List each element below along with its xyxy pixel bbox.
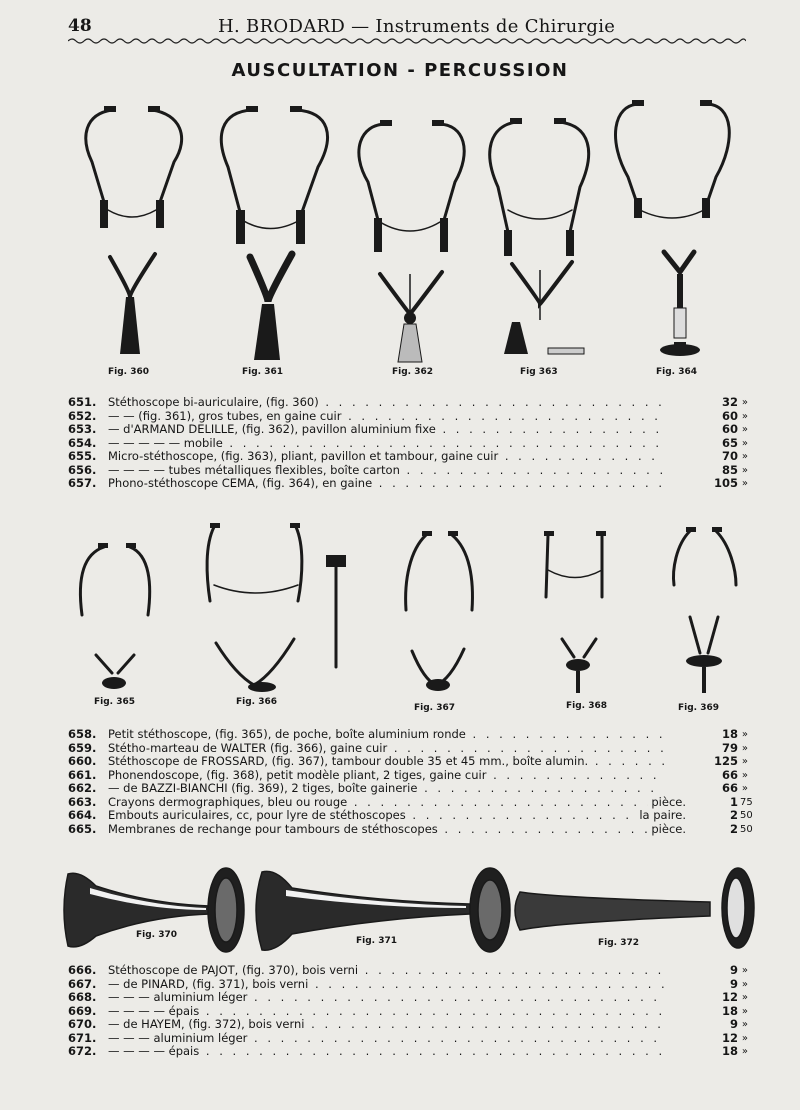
section-title: AUSCULTATION - PERCUSSION [231,60,569,81]
price-list-658-665 [68,727,753,836]
list-item: 664. Embouts auriculaires, cc, pour lyre de stéthoscopes . . . la paire. 2 50 [68,809,748,823]
price-list-666-672 [68,964,748,1059]
list-item: 663. Crayons dermographiques, bleu ou rouge . . . pièce. 1 75 [68,796,748,810]
figure-label-363: Fig 363 [520,367,558,377]
figure-label-372: Fig. 372 [598,938,640,948]
figure-group-365-369 [0,515,800,715]
list-item: 656. — — — — tubes métalliques flexibles, boîte carton . . . 85 » [68,464,748,478]
list-item: 654. — — — — — mobile . . . 65 » [68,437,748,451]
figure-group-360-364 [0,92,800,382]
list-item: 652. — — (fig. 361), gros tubes, en gaine cuir . . . 60 » [68,410,748,424]
figure-label-371: Fig. 371 [356,936,398,946]
pinard-horn-illustrations [0,858,800,958]
list-item: 661. Phonendoscope, (fig. 368), petit modèle pliant, 2 tiges, gaine cuir . . . 66 » [68,769,748,783]
figure-label-368: Fig. 368 [566,701,608,711]
list-item: 660. Stéthoscope de FROSSARD, (fig. 367), tambour double 35 et 45 mm., boîte alumin. . . . 125 » [68,755,748,769]
figure-label-365: Fig. 365 [94,697,136,707]
list-item: 653. — d'ARMAND DELILLE, (fig. 362), pavillon aluminium fixe . . . 60 » [68,423,748,437]
figure-label-364: Fig. 364 [656,367,698,377]
figure-label-366: Fig. 366 [236,697,278,707]
list-item: 665. Membranes de rechange pour tambours de stéthoscopes . . . pièce. 2 50 [68,823,748,837]
stethoscope-illustrations-1 [0,92,800,382]
list-item: 667. — de PINARD, (fig. 371), bois verni . . . 9 » [68,978,748,992]
stethoscope-illustrations-2 [0,515,800,715]
page-number: 48 [68,16,92,36]
list-item: 651. Stéthoscope bi-auriculaire, (fig. 360) . . . 32 » [68,396,748,410]
figure-label-367: Fig. 367 [414,703,456,713]
list-item: 659. Stétho-marteau de WALTER (fig. 366), gaine cuir . . . 79 » [68,742,748,756]
header-wavy-rule [68,36,746,46]
figure-label-361: Fig. 361 [242,367,284,377]
figure-label-360: Fig. 360 [108,367,150,377]
list-item: 668. — — — aluminium léger . . . 12 » [68,991,748,1005]
list-item: 657. Phono-stéthoscope CEMA, (fig. 364), en gaine . . . 105 » [68,477,748,491]
price-list-651-657 [68,396,748,491]
list-item: 670. — de HAYEM, (fig. 372), bois verni . . . 9 » [68,1018,748,1032]
list-item: 669. — — — — épais . . . 18 » [68,1005,748,1019]
list-item: 655. Micro-stéthoscope, (fig. 363), pliant, pavillon et tambour, gaine cuir . . . 70 » [68,450,748,464]
figure-group-370-372 [0,858,800,958]
running-title: H. BRODARD — Instruments de Chirurgie [218,16,616,37]
list-item: 672. — — — — épais . . . 18 » [68,1045,748,1059]
figure-label-362: Fig. 362 [392,367,434,377]
list-item: 666. Stéthoscope de PAJOT, (fig. 370), bois verni . . . 9 » [68,964,748,978]
list-item: 658. Petit stéthoscope, (fig. 365), de poche, boîte aluminium ronde . . . 18 » [68,728,748,742]
figure-label-369: Fig. 369 [678,703,720,713]
list-item: 662. — de BAZZI-BIANCHI (fig. 369), 2 tiges, boîte gainerie . . . 66 » [68,782,748,796]
figure-label-370: Fig. 370 [136,930,178,940]
list-item: 671. — — — aluminium léger . . . 12 » [68,1032,748,1046]
